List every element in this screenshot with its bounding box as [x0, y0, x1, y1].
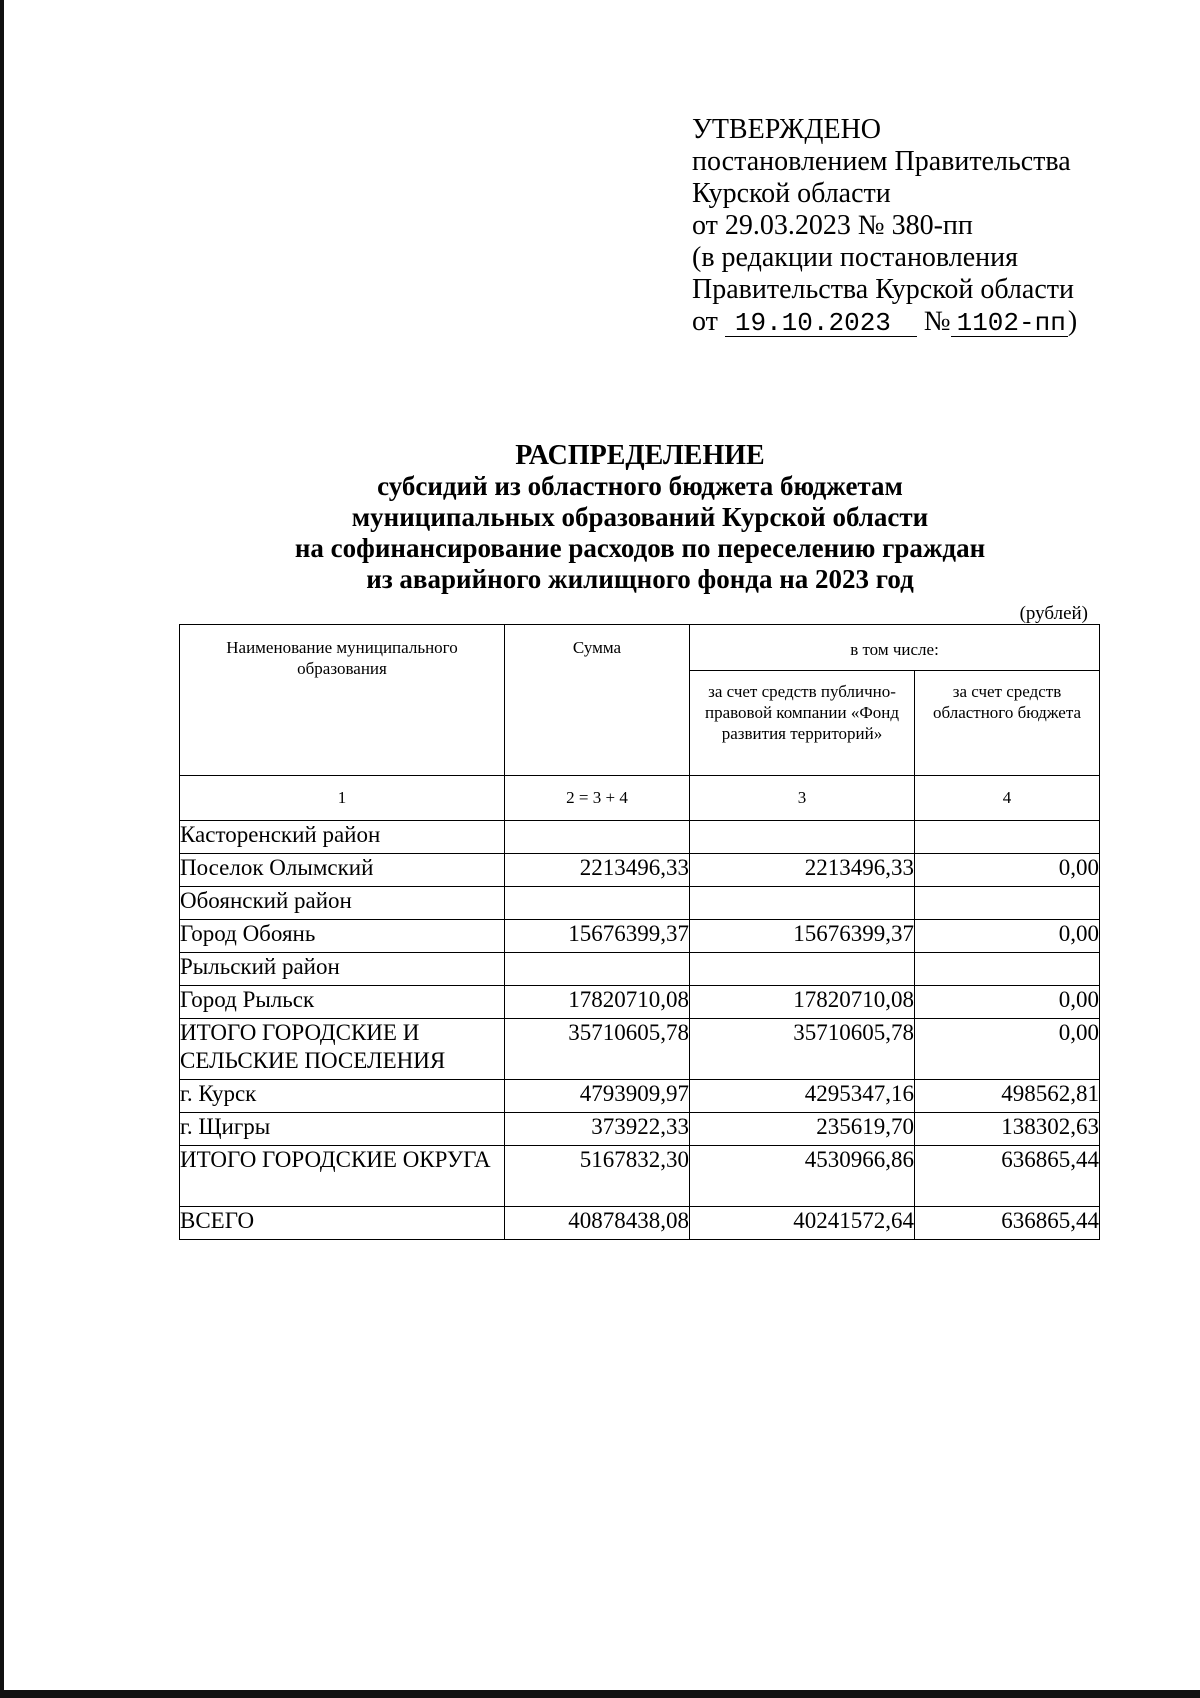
- document-title: [180, 440, 1100, 595]
- column-number: 3: [690, 776, 915, 821]
- row-fund: [690, 887, 915, 920]
- row-name: г. Щигры: [180, 1113, 505, 1146]
- row-fund: 4295347,16: [690, 1080, 915, 1113]
- row-fund: 235619,70: [690, 1113, 915, 1146]
- row-regional: [915, 821, 1100, 854]
- row-fund: [690, 953, 915, 986]
- row-name: г. Курск: [180, 1080, 505, 1113]
- row-regional: 498562,81: [915, 1080, 1100, 1113]
- row-name: ВСЕГО: [180, 1207, 505, 1240]
- amend-date: 19.10.2023: [725, 310, 917, 337]
- row-sum: [505, 887, 690, 920]
- amend-no-sign: №: [923, 306, 951, 337]
- approval-line: Правительства Курской области: [692, 274, 1074, 305]
- amend-number: 1102-пп: [951, 310, 1068, 337]
- column-number: 4: [915, 776, 1100, 821]
- header-including: в том числе:: [690, 625, 1100, 671]
- column-number: 2 = 3 + 4: [505, 776, 690, 821]
- row-sum: 373922,33: [505, 1113, 690, 1146]
- title-line: субсидий из областного бюджета бюджетам: [377, 471, 903, 501]
- title-line: муниципальных образований Курской области: [351, 502, 929, 532]
- row-name: Обоянский район: [180, 887, 505, 920]
- table-row-subtotal: [180, 1019, 1100, 1080]
- title-main: РАСПРЕДЕЛЕНИЕ: [515, 440, 765, 471]
- approval-line: (в редакции постановления: [692, 242, 1019, 273]
- amend-close: ): [1067, 306, 1078, 337]
- row-regional: 0,00: [915, 1019, 1100, 1080]
- row-name: ИТОГО ГОРОДСКИЕ ОКРУГА: [180, 1146, 505, 1207]
- approval-stamp: [692, 114, 1132, 338]
- row-regional: [915, 887, 1100, 920]
- scan-bottom-edge: [0, 1690, 1200, 1698]
- row-fund: 17820710,08: [690, 986, 915, 1019]
- amendment-line: [692, 306, 1132, 338]
- row-fund: 40241572,64: [690, 1207, 915, 1240]
- header-name: Наименование муниципального образования: [180, 625, 505, 776]
- row-regional: 0,00: [915, 854, 1100, 887]
- table-row: [180, 854, 1100, 887]
- row-sum: 35710605,78: [505, 1019, 690, 1080]
- row-regional: 0,00: [915, 920, 1100, 953]
- distribution-table: [179, 624, 1100, 1240]
- unit-label: (рублей): [1019, 603, 1088, 624]
- row-sum: 5167832,30: [505, 1146, 690, 1207]
- table-row: [180, 1080, 1100, 1113]
- row-name: Касторенский район: [180, 821, 505, 854]
- header-regional: за счет средств областного бюджета: [915, 671, 1100, 776]
- table-header-row: [180, 625, 1100, 671]
- row-name: ИТОГО ГОРОДСКИЕ И СЕЛЬСКИЕ ПОСЕЛЕНИЯ: [180, 1019, 505, 1080]
- approval-line: УТВЕРЖДЕНО: [692, 114, 882, 145]
- row-fund: 2213496,33: [690, 854, 915, 887]
- row-name: Поселок Олымский: [180, 854, 505, 887]
- title-line: из аварийного жилищного фонда на 2023 год: [366, 564, 914, 594]
- amend-prefix: от: [692, 306, 718, 337]
- row-regional: 138302,63: [915, 1113, 1100, 1146]
- row-fund: 35710605,78: [690, 1019, 915, 1080]
- table-row-subtotal: [180, 1146, 1100, 1207]
- row-name: Город Рыльск: [180, 986, 505, 1019]
- row-sum: [505, 821, 690, 854]
- table-row: [180, 1113, 1100, 1146]
- row-regional: [915, 953, 1100, 986]
- row-name: Город Обоянь: [180, 920, 505, 953]
- column-number-row: [180, 776, 1100, 821]
- table-row: [180, 920, 1100, 953]
- table-row: [180, 986, 1100, 1019]
- row-sum: 4793909,97: [505, 1080, 690, 1113]
- scan-left-edge: [0, 0, 4, 1698]
- row-fund: 4530966,86: [690, 1146, 915, 1207]
- row-sum: 15676399,37: [505, 920, 690, 953]
- header-sum: Сумма: [505, 625, 690, 776]
- row-sum: 2213496,33: [505, 854, 690, 887]
- row-name: Рыльский район: [180, 953, 505, 986]
- table-row: [180, 821, 1100, 854]
- approval-line: Курской области: [692, 178, 891, 209]
- row-sum: [505, 953, 690, 986]
- row-sum: 40878438,08: [505, 1207, 690, 1240]
- row-fund: 15676399,37: [690, 920, 915, 953]
- approval-line: постановлением Правительства: [692, 146, 1071, 177]
- table-row-total: [180, 1207, 1100, 1240]
- table-row: [180, 953, 1100, 986]
- column-number: 1: [180, 776, 505, 821]
- table-row: [180, 887, 1100, 920]
- row-regional: 636865,44: [915, 1207, 1100, 1240]
- row-regional: 0,00: [915, 986, 1100, 1019]
- row-fund: [690, 821, 915, 854]
- approval-line: от 29.03.2023 № 380-пп: [692, 210, 973, 241]
- title-line: на софинансирование расходов по переселению граждан: [294, 533, 986, 563]
- row-sum: 17820710,08: [505, 986, 690, 1019]
- row-regional: 636865,44: [915, 1146, 1100, 1207]
- header-fund: за счет средств публично-правовой компании «Фонд развития территорий»: [690, 671, 915, 776]
